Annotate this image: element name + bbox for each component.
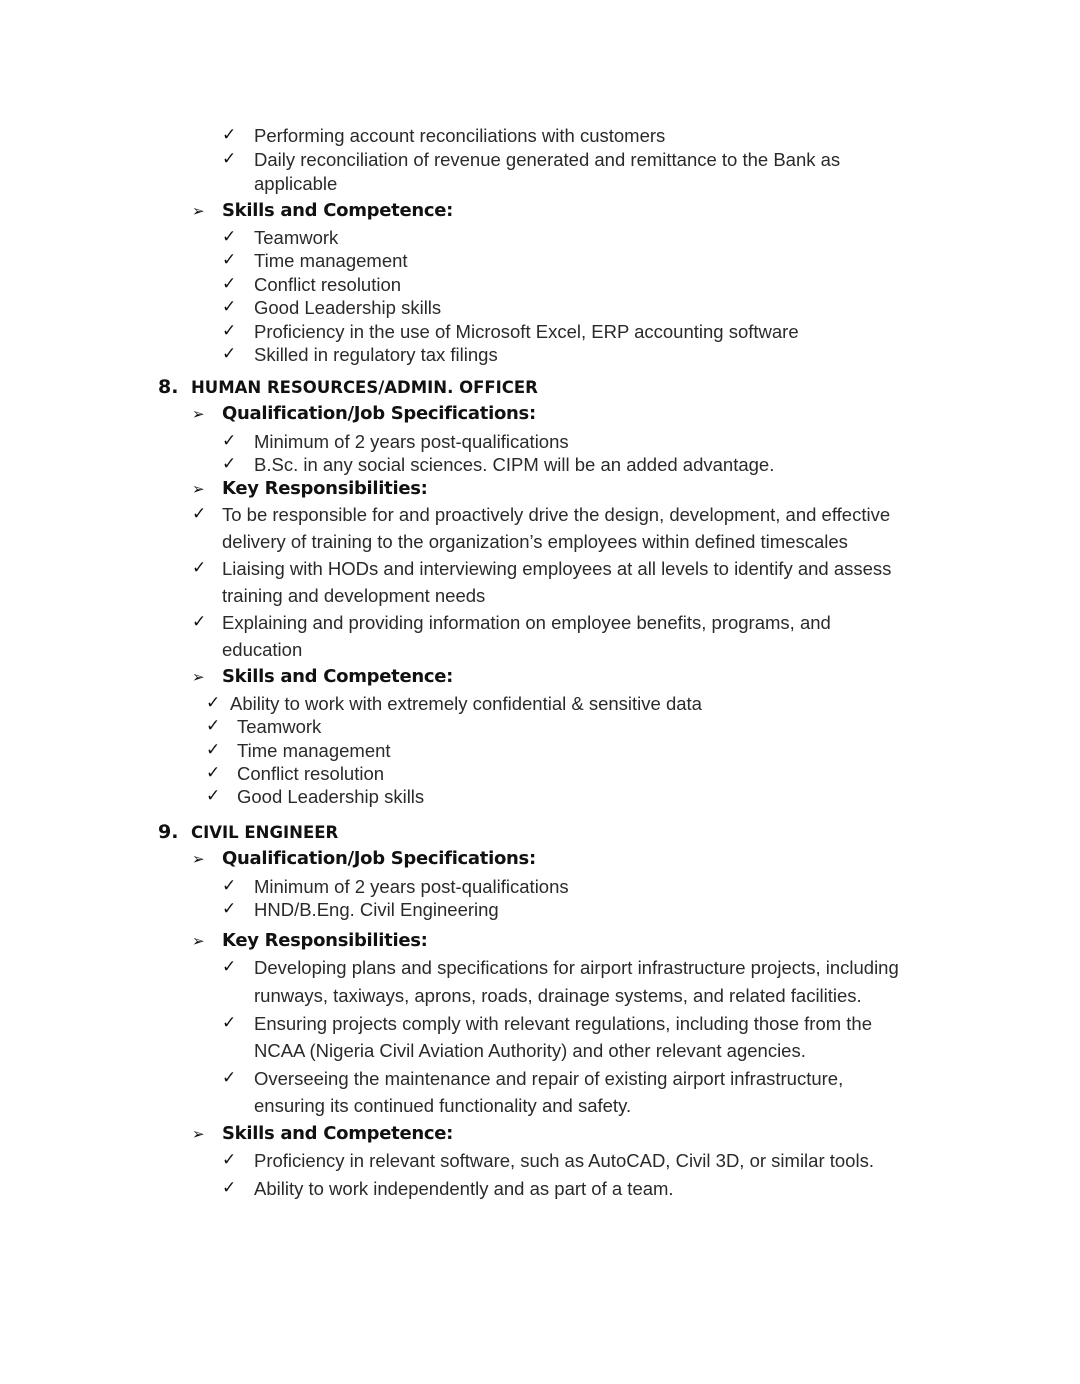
skill-item: Good Leadership skills [254, 297, 442, 318]
check-icon: ✓ [222, 1068, 237, 1088]
skill-item: Teamwork [254, 227, 339, 248]
skill-item: Time management [254, 250, 408, 271]
responsibility-item-continuation: NCAA (Nigeria Civil Aviation Authority) and other relevant agencies. [254, 1040, 806, 1061]
arrow-bullet-icon: ➢ [192, 480, 205, 498]
arrow-bullet-icon: ➢ [192, 1125, 205, 1143]
qualifications-heading: Qualification/Job Specifications: [222, 848, 536, 869]
responsibility-item: Ensuring projects comply with relevant regulations, including those from the [254, 1013, 873, 1034]
qualification-item: Minimum of 2 years post-qualifications [254, 431, 569, 452]
check-icon: ✓ [206, 786, 221, 806]
qualifications-heading: Qualification/Job Specifications: [222, 403, 536, 424]
arrow-bullet-icon: ➢ [192, 850, 205, 868]
check-icon: ✓ [222, 274, 237, 294]
responsibilities-heading: Key Responsibilities: [222, 930, 428, 951]
section-title: HUMAN RESOURCES/ADMIN. OFFICER [191, 378, 538, 397]
check-icon: ✓ [192, 612, 207, 632]
list-item: Performing account reconciliations with customers [254, 125, 666, 146]
check-icon: ✓ [206, 740, 221, 760]
responsibility-item-continuation: runways, taxiways, aprons, roads, drainage systems, and related facilities. [254, 985, 862, 1006]
skills-heading: Skills and Competence: [222, 200, 454, 221]
qualification-item: HND/B.Eng. Civil Engineering [254, 899, 499, 920]
check-icon: ✓ [222, 454, 237, 474]
responsibility-item-continuation: training and development needs [222, 585, 486, 606]
check-icon: ✓ [206, 716, 221, 736]
skills-heading: Skills and Competence: [222, 666, 454, 687]
check-icon: ✓ [222, 344, 237, 364]
skill-item: Proficiency in the use of Microsoft Excel, ERP accounting software [254, 321, 799, 342]
list-item-continuation: applicable [254, 173, 338, 194]
arrow-bullet-icon: ➢ [192, 202, 205, 220]
check-icon: ✓ [192, 558, 207, 578]
check-icon: ✓ [222, 899, 237, 919]
check-icon: ✓ [222, 431, 237, 451]
qualification-item: Minimum of 2 years post-qualifications [254, 876, 569, 897]
skills-heading: Skills and Competence: [222, 1123, 454, 1144]
check-icon: ✓ [222, 297, 237, 317]
skill-item: Time management [237, 740, 391, 761]
check-icon: ✓ [222, 1178, 237, 1198]
skill-item: Ability to work independently and as part of a team. [254, 1178, 674, 1199]
responsibilities-heading: Key Responsibilities: [222, 478, 428, 499]
responsibility-item: Overseeing the maintenance and repair of existing airport infrastructure, [254, 1068, 844, 1089]
responsibility-item: Developing plans and specifications for airport infrastructure projects, including [254, 957, 899, 978]
check-icon: ✓ [222, 250, 237, 270]
check-icon: ✓ [222, 149, 237, 169]
skill-item: Teamwork [237, 716, 322, 737]
arrow-bullet-icon: ➢ [192, 668, 205, 686]
check-icon: ✓ [222, 957, 237, 977]
section-number: 8. [158, 376, 179, 398]
skill-item: Proficiency in relevant software, such as AutoCAD, Civil 3D, or similar tools. [254, 1150, 874, 1171]
qualification-item: B.Sc. in any social sciences. CIPM will be an added advantage. [254, 454, 775, 475]
check-icon: ✓ [222, 1013, 237, 1033]
arrow-bullet-icon: ➢ [192, 932, 205, 950]
check-icon: ✓ [222, 876, 237, 896]
check-icon: ✓ [222, 125, 237, 145]
check-icon: ✓ [222, 1150, 237, 1170]
section-number: 9. [158, 821, 179, 843]
responsibility-item: Liaising with HODs and interviewing employees at all levels to identify and assess [222, 558, 892, 579]
skill-item: Skilled in regulatory tax filings [254, 344, 498, 365]
check-icon: ✓ [192, 504, 207, 524]
check-icon: ✓ [222, 321, 237, 341]
responsibility-item-continuation: delivery of training to the organization’s employees within defined timescales [222, 531, 848, 552]
check-icon: ✓ [206, 763, 221, 783]
list-item: Daily reconciliation of revenue generated and remittance to the Bank as [254, 149, 841, 170]
responsibility-item: To be responsible for and proactively drive the design, development, and effective [222, 504, 891, 525]
skill-item: Conflict resolution [254, 274, 402, 295]
arrow-bullet-icon: ➢ [192, 405, 205, 423]
skill-item: Good Leadership skills [237, 786, 425, 807]
skill-item: Conflict resolution [237, 763, 385, 784]
check-icon: ✓ [206, 693, 221, 713]
responsibility-item: Explaining and providing information on employee benefits, programs, and [222, 612, 831, 633]
section-title: CIVIL ENGINEER [191, 823, 339, 842]
check-icon: ✓ [222, 227, 237, 247]
skill-item: Ability to work with extremely confidential & sensitive data [230, 693, 702, 714]
responsibility-item-continuation: ensuring its continued functionality and safety. [254, 1095, 632, 1116]
responsibility-item-continuation: education [222, 639, 303, 660]
